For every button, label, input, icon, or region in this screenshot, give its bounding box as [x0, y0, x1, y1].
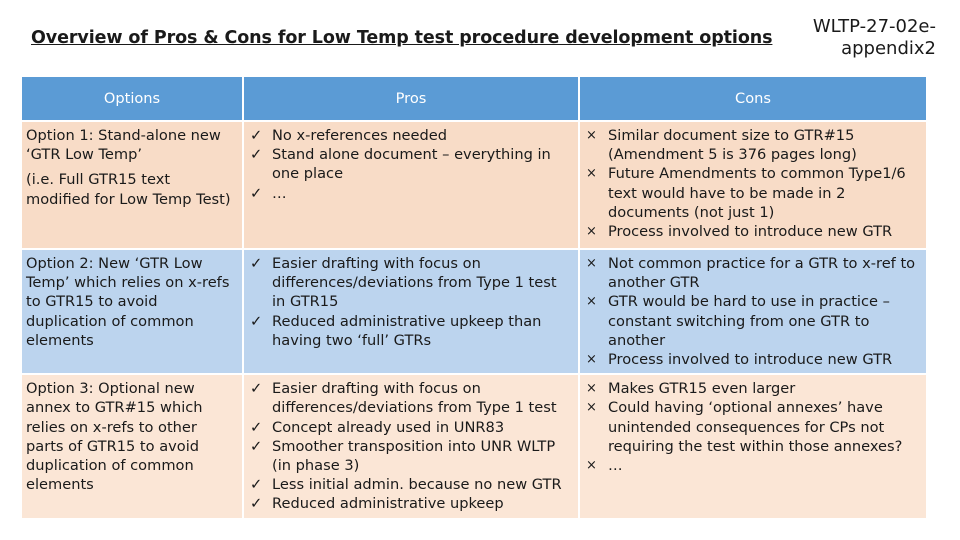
pros-cell — [243, 374, 579, 518]
option-cell — [21, 374, 243, 518]
con-text: GTR would be hard to use in practice – constant switching from one GTR to another — [608, 293, 890, 349]
pro-item — [248, 184, 574, 203]
cons-list — [584, 379, 922, 475]
con-text: Process involved to introduce new GTR — [608, 223, 893, 241]
con-text: Could having ‘optional annexes’ have unintended consequences for CPs not requiring the test within those annexes? — [608, 399, 903, 455]
check-icon: ✓ — [250, 437, 263, 455]
cons-list — [584, 254, 922, 369]
con-item — [584, 350, 922, 369]
con-item — [584, 456, 922, 475]
con-item — [584, 292, 922, 350]
header-pros: Pros — [243, 76, 579, 121]
cross-icon: × — [586, 294, 597, 310]
pro-text: Stand alone document – everything in one place — [272, 146, 551, 183]
pro-text: Smoother transposition into UNR WLTP (in phase 3) — [272, 437, 556, 475]
check-icon: ✓ — [250, 476, 263, 494]
cross-icon: × — [586, 166, 597, 182]
pro-text: Concept already used in UNR83 — [272, 418, 505, 436]
pro-text: Easier drafting with focus on differences/deviations from Type 1 test in GTR15 — [272, 255, 557, 311]
check-icon: ✓ — [250, 255, 263, 272]
con-item — [584, 222, 922, 241]
pro-text: Less initial admin. because no new GTR — [272, 476, 562, 494]
pros-cons-table — [20, 75, 928, 520]
con-item — [584, 379, 922, 398]
con-text: Future Amendments to common Type1/6 text would have to be made in 2 documents (not just 1) — [608, 165, 906, 221]
pro-item — [248, 494, 574, 513]
table-header-row — [21, 76, 927, 121]
cross-icon: × — [586, 128, 597, 143]
con-text: Makes GTR15 even larger — [608, 380, 796, 398]
con-item — [584, 398, 922, 456]
pro-item — [248, 145, 574, 183]
con-text: … — [608, 457, 623, 475]
option-row-3 — [21, 374, 927, 518]
option-cell — [21, 249, 243, 374]
pro-item — [248, 126, 574, 145]
pro-text: Reduced administrative upkeep — [272, 495, 504, 513]
pro-text: … — [272, 184, 287, 202]
pros-list — [248, 126, 574, 203]
check-icon: ✓ — [250, 495, 263, 513]
check-icon: ✓ — [250, 127, 263, 144]
pro-item — [248, 475, 574, 494]
cross-icon: × — [586, 400, 597, 416]
cons-cell — [579, 121, 927, 249]
cross-icon: × — [586, 381, 597, 397]
header-options: Options — [21, 76, 243, 121]
cross-icon: × — [586, 256, 597, 271]
option-description: Option 1: Stand-alone new ‘GTR Low Temp’ — [26, 127, 221, 164]
cross-icon: × — [586, 224, 597, 240]
pro-item — [248, 379, 574, 417]
header-cons: Cons — [579, 76, 927, 121]
pros-list — [248, 379, 574, 513]
check-icon: ✓ — [250, 418, 263, 436]
cons-cell — [579, 249, 927, 374]
cross-icon: × — [586, 352, 597, 368]
check-icon: ✓ — [250, 184, 263, 202]
pro-item — [248, 437, 574, 475]
option-description: (i.e. Full GTR15 text modified for Low Temp Test) — [26, 171, 231, 208]
check-icon: ✓ — [250, 312, 263, 330]
con-text: Process involved to introduce new GTR — [608, 351, 893, 369]
con-item — [584, 254, 922, 292]
pro-item — [248, 312, 574, 350]
con-text: Similar document size to GTR#15 (Amendment 5 is 376 pages long) — [608, 127, 857, 164]
pro-text: No x-references needed — [272, 127, 448, 144]
check-icon: ✓ — [250, 380, 263, 398]
option-description: Option 2: New ‘GTR Low Temp’ which relies on x-refs to GTR15 to avoid duplication of common elements — [26, 255, 230, 349]
cons-cell — [579, 374, 927, 518]
option-cell — [21, 121, 243, 249]
con-text: Not common practice for a GTR to x-ref to another GTR — [608, 255, 916, 292]
cross-icon: × — [586, 458, 597, 474]
check-icon: ✓ — [250, 146, 263, 164]
pros-cell — [243, 121, 579, 249]
cons-list — [584, 126, 922, 241]
slide-title: Overview of Pros & Cons for Low Temp test procedure development options — [31, 28, 773, 48]
con-item — [584, 126, 922, 164]
pro-text: Reduced administrative upkeep than having two ‘full’ GTRs — [272, 312, 542, 349]
pro-item — [248, 254, 574, 312]
option-row-1 — [21, 121, 927, 249]
option-row-2 — [21, 249, 927, 374]
option-description: Option 3: Optional new annex to GTR#15 which relies on x-refs to other parts of GTR15 to avoid duplication of common elements — [26, 380, 203, 494]
pro-text: Easier drafting with focus on differences/deviations from Type 1 test — [272, 380, 557, 417]
pro-item — [248, 418, 574, 437]
document-reference: WLTP-27-02e- appendix2 — [812, 16, 936, 59]
pros-list — [248, 254, 574, 350]
pros-cell — [243, 249, 579, 374]
con-item — [584, 164, 922, 222]
